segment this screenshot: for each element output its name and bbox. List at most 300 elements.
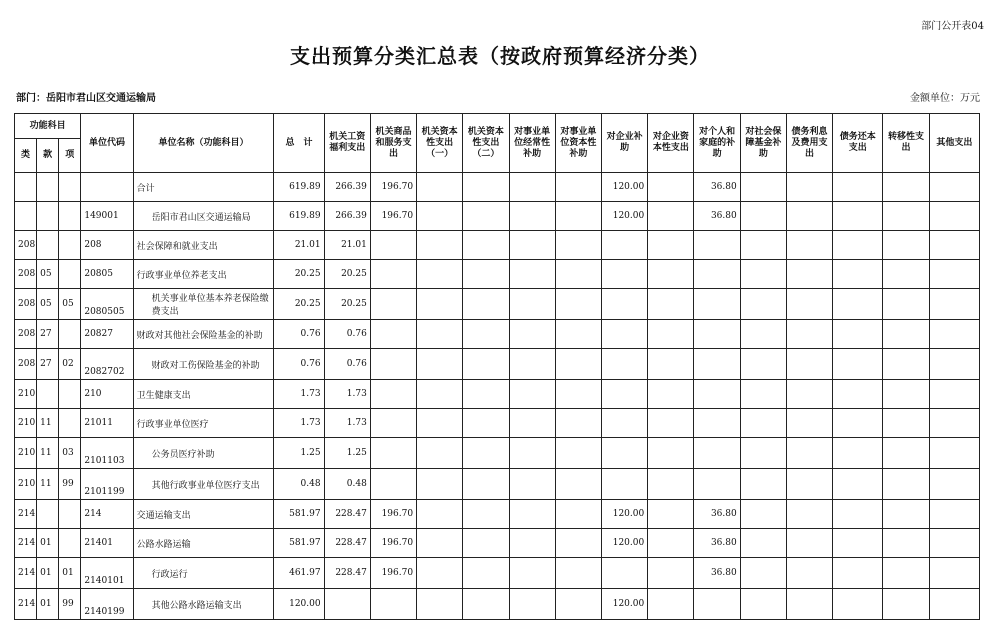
cell-value [509, 349, 555, 380]
cell-value [370, 260, 416, 289]
cell-value [555, 558, 601, 589]
cell-value [463, 320, 509, 349]
cell-kuan: 11 [37, 438, 59, 469]
cell-unit-name: 公务员医疗补助 [133, 438, 274, 469]
cell-value [555, 380, 601, 409]
cell-value [694, 469, 740, 500]
cell-unit-code: 21011 [81, 409, 133, 438]
cell-value [602, 558, 648, 589]
cell-value [417, 438, 463, 469]
cell-total: 1.73 [274, 409, 324, 438]
cell-unit-name: 其他公路水路运输支出 [133, 589, 274, 620]
cell-value [555, 409, 601, 438]
cell-value [463, 380, 509, 409]
cell-value [555, 202, 601, 231]
cell-value [740, 589, 786, 620]
cell-xiang [59, 173, 81, 202]
table-row [15, 202, 980, 231]
header-col: 转移性支出 [883, 114, 929, 173]
cell-unit-name: 财政对其他社会保险基金的补助 [133, 320, 274, 349]
cell-value [648, 380, 694, 409]
cell-value [555, 231, 601, 260]
cell-value: 1.73 [324, 380, 370, 409]
cell-value [929, 289, 979, 320]
page-title: 支出预算分类汇总表（按政府预算经济分类） [290, 44, 710, 68]
header-col: 对事业单位资本性补助 [555, 114, 601, 173]
cell-value [929, 320, 979, 349]
cell-value [694, 349, 740, 380]
cell-unit-code: 2101103 [81, 438, 133, 469]
cell-value [463, 409, 509, 438]
cell-value [833, 469, 883, 500]
table-row [15, 320, 980, 349]
cell-value [694, 409, 740, 438]
cell-total: 20.25 [274, 289, 324, 320]
cell-value [417, 289, 463, 320]
cell-xiang: 05 [59, 289, 81, 320]
cell-value [648, 202, 694, 231]
cell-value [370, 380, 416, 409]
cell-unit-code: 149001 [81, 202, 133, 231]
cell-kuan: 05 [37, 289, 59, 320]
header-unit-code: 单位代码 [81, 114, 133, 173]
cell-kuan: 01 [37, 558, 59, 589]
cell-value [509, 380, 555, 409]
cell-lei: 208 [15, 349, 37, 380]
cell-value [833, 589, 883, 620]
header-kuan: 款 [37, 139, 59, 173]
cell-unit-name: 社会保障和就业支出 [133, 231, 274, 260]
table-row [15, 349, 980, 380]
cell-kuan [37, 500, 59, 529]
cell-unit-name: 其他行政事业单位医疗支出 [133, 469, 274, 500]
cell-value [370, 409, 416, 438]
cell-total: 461.97 [274, 558, 324, 589]
cell-unit-name: 合计 [133, 173, 274, 202]
cell-total: 21.01 [274, 231, 324, 260]
cell-xiang [59, 320, 81, 349]
cell-value [833, 202, 883, 231]
cell-value [694, 320, 740, 349]
cell-unit-name: 行政事业单位医疗 [133, 409, 274, 438]
cell-value [883, 173, 929, 202]
table-row [15, 409, 980, 438]
cell-value [833, 349, 883, 380]
cell-value [786, 500, 832, 529]
cell-value: 196.70 [370, 500, 416, 529]
cell-value [463, 289, 509, 320]
cell-value [786, 320, 832, 349]
cell-value [929, 438, 979, 469]
cell-value [463, 529, 509, 558]
cell-lei: 214 [15, 529, 37, 558]
cell-value [929, 202, 979, 231]
cell-value [883, 438, 929, 469]
cell-value [929, 260, 979, 289]
cell-kuan [37, 173, 59, 202]
cell-xiang [59, 500, 81, 529]
cell-value: 266.39 [324, 202, 370, 231]
cell-value [370, 349, 416, 380]
cell-value [786, 529, 832, 558]
cell-value [740, 202, 786, 231]
cell-value [929, 558, 979, 589]
cell-total: 120.00 [274, 589, 324, 620]
cell-lei: 210 [15, 469, 37, 500]
cell-value [555, 500, 601, 529]
cell-unit-code: 20827 [81, 320, 133, 349]
cell-total: 1.73 [274, 380, 324, 409]
header-col: 机关资本性支出（二） [463, 114, 509, 173]
cell-value [833, 438, 883, 469]
table-row [15, 231, 980, 260]
cell-value: 36.80 [694, 202, 740, 231]
cell-lei: 210 [15, 438, 37, 469]
cell-value [509, 231, 555, 260]
cell-value [786, 289, 832, 320]
cell-value [786, 589, 832, 620]
cell-unit-name: 行政事业单位养老支出 [133, 260, 274, 289]
cell-value [417, 320, 463, 349]
cell-value [694, 260, 740, 289]
cell-kuan [37, 380, 59, 409]
cell-value [555, 529, 601, 558]
cell-xiang: 99 [59, 589, 81, 620]
cell-unit-code: 2140101 [81, 558, 133, 589]
cell-value [509, 409, 555, 438]
cell-value: 21.01 [324, 231, 370, 260]
cell-value [740, 529, 786, 558]
header-col: 机关工资福利支出 [324, 114, 370, 173]
header-func-subject: 功能科目 [15, 114, 81, 139]
cell-value [833, 380, 883, 409]
cell-value [786, 380, 832, 409]
cell-value [929, 173, 979, 202]
cell-value [555, 173, 601, 202]
cell-value [463, 173, 509, 202]
cell-value [833, 260, 883, 289]
cell-kuan: 01 [37, 589, 59, 620]
cell-unit-code: 2080505 [81, 289, 133, 320]
cell-value [740, 469, 786, 500]
cell-value [509, 558, 555, 589]
cell-value [602, 260, 648, 289]
cell-value [463, 500, 509, 529]
cell-value [555, 438, 601, 469]
cell-lei: 208 [15, 289, 37, 320]
cell-value: 228.47 [324, 558, 370, 589]
cell-value [648, 409, 694, 438]
cell-value [786, 202, 832, 231]
cell-unit-name: 机关事业单位基本养老保险缴费支出 [133, 289, 274, 320]
table-row [15, 289, 980, 320]
cell-value [602, 349, 648, 380]
cell-value: 196.70 [370, 202, 416, 231]
cell-lei: 208 [15, 231, 37, 260]
department-label: 部门：岳阳市君山区交通运输局 [16, 93, 156, 104]
cell-value [648, 231, 694, 260]
cell-value [370, 320, 416, 349]
cell-unit-code [81, 173, 133, 202]
cell-value [648, 289, 694, 320]
cell-value [602, 438, 648, 469]
cell-value [883, 231, 929, 260]
cell-xiang [59, 409, 81, 438]
cell-unit-name: 卫生健康支出 [133, 380, 274, 409]
cell-lei: 210 [15, 409, 37, 438]
amount-unit-label: 金额单位：万元 [910, 93, 980, 104]
cell-value [740, 260, 786, 289]
cell-value [833, 500, 883, 529]
cell-value [602, 380, 648, 409]
header-unit-name: 单位名称（功能科目） [133, 114, 274, 173]
cell-value [883, 349, 929, 380]
cell-value [740, 320, 786, 349]
cell-value [786, 231, 832, 260]
cell-value: 20.25 [324, 260, 370, 289]
cell-value [883, 289, 929, 320]
cell-total: 0.76 [274, 349, 324, 380]
cell-value [602, 289, 648, 320]
cell-xiang [59, 529, 81, 558]
cell-value [555, 349, 601, 380]
cell-total: 1.25 [274, 438, 324, 469]
cell-value [324, 589, 370, 620]
cell-unit-code: 2101199 [81, 469, 133, 500]
header-xiang: 项 [59, 139, 81, 173]
budget-table [14, 113, 980, 620]
cell-value [509, 529, 555, 558]
header-col: 机关商品和服务支出 [370, 114, 416, 173]
cell-kuan: 11 [37, 409, 59, 438]
cell-value [740, 558, 786, 589]
cell-total: 619.89 [274, 173, 324, 202]
table-row [15, 380, 980, 409]
header-col: 债务还本支出 [833, 114, 883, 173]
cell-value [833, 231, 883, 260]
cell-value [694, 380, 740, 409]
cell-unit-name: 岳阳市君山区交通运输局 [133, 202, 274, 231]
cell-value [555, 320, 601, 349]
cell-value [833, 558, 883, 589]
header-col: 其他支出 [929, 114, 979, 173]
cell-xiang [59, 260, 81, 289]
cell-unit-code: 20805 [81, 260, 133, 289]
cell-value [463, 231, 509, 260]
cell-kuan: 27 [37, 320, 59, 349]
cell-total: 581.97 [274, 529, 324, 558]
cell-value: 196.70 [370, 173, 416, 202]
table-row [15, 260, 980, 289]
cell-value: 36.80 [694, 500, 740, 529]
cell-kuan: 05 [37, 260, 59, 289]
cell-total: 20.25 [274, 260, 324, 289]
cell-kuan [37, 202, 59, 231]
header-col: 对社会保障基金补助 [740, 114, 786, 173]
cell-value [648, 469, 694, 500]
cell-value [740, 173, 786, 202]
cell-value [929, 589, 979, 620]
cell-value: 1.73 [324, 409, 370, 438]
cell-value [370, 469, 416, 500]
cell-lei: 214 [15, 500, 37, 529]
cell-xiang: 99 [59, 469, 81, 500]
cell-value [740, 500, 786, 529]
cell-value [694, 589, 740, 620]
cell-value [602, 409, 648, 438]
cell-value [648, 173, 694, 202]
cell-value [883, 409, 929, 438]
cell-value [929, 231, 979, 260]
cell-value: 266.39 [324, 173, 370, 202]
cell-value [929, 349, 979, 380]
cell-value [833, 289, 883, 320]
cell-value [648, 589, 694, 620]
cell-value [833, 529, 883, 558]
cell-value [648, 500, 694, 529]
cell-value [555, 469, 601, 500]
cell-value [509, 320, 555, 349]
cell-value [370, 589, 416, 620]
cell-value [463, 558, 509, 589]
cell-value [740, 409, 786, 438]
cell-value [883, 558, 929, 589]
cell-value [417, 409, 463, 438]
cell-value [509, 438, 555, 469]
cell-value [555, 289, 601, 320]
cell-value [929, 380, 979, 409]
cell-value [833, 409, 883, 438]
cell-value: 120.00 [602, 529, 648, 558]
cell-value [509, 260, 555, 289]
cell-value: 120.00 [602, 173, 648, 202]
cell-value: 36.80 [694, 529, 740, 558]
cell-value [509, 469, 555, 500]
cell-value [786, 438, 832, 469]
table-row [15, 438, 980, 469]
cell-unit-code: 21401 [81, 529, 133, 558]
cell-value [883, 469, 929, 500]
header-lei: 类 [15, 139, 37, 173]
cell-value [694, 289, 740, 320]
cell-value [602, 320, 648, 349]
cell-value [417, 529, 463, 558]
cell-value [883, 500, 929, 529]
header-col: 机关资本性支出（一） [417, 114, 463, 173]
cell-value [648, 529, 694, 558]
cell-value [463, 260, 509, 289]
cell-value [555, 589, 601, 620]
cell-value [417, 469, 463, 500]
table-row [15, 500, 980, 529]
cell-value [417, 202, 463, 231]
cell-value [883, 260, 929, 289]
cell-xiang: 01 [59, 558, 81, 589]
cell-kuan [37, 231, 59, 260]
cell-value [463, 349, 509, 380]
cell-value [883, 380, 929, 409]
cell-unit-name: 财政对工伤保险基金的补助 [133, 349, 274, 380]
cell-total: 581.97 [274, 500, 324, 529]
cell-unit-code: 2140199 [81, 589, 133, 620]
cell-unit-name: 公路水路运输 [133, 529, 274, 558]
cell-value [786, 558, 832, 589]
header-col: 债务利息及费用支出 [786, 114, 832, 173]
cell-value: 36.80 [694, 173, 740, 202]
cell-value [740, 231, 786, 260]
cell-value [740, 349, 786, 380]
cell-value [786, 260, 832, 289]
cell-kuan: 11 [37, 469, 59, 500]
cell-lei: 214 [15, 589, 37, 620]
cell-value: 228.47 [324, 529, 370, 558]
cell-total: 0.48 [274, 469, 324, 500]
cell-value [417, 589, 463, 620]
cell-value [555, 260, 601, 289]
cell-value [694, 231, 740, 260]
cell-value [370, 231, 416, 260]
cell-value [648, 558, 694, 589]
cell-value [694, 438, 740, 469]
cell-value: 120.00 [602, 500, 648, 529]
cell-lei [15, 173, 37, 202]
cell-lei: 210 [15, 380, 37, 409]
cell-value: 120.00 [602, 202, 648, 231]
cell-value: 196.70 [370, 529, 416, 558]
cell-value [417, 349, 463, 380]
cell-value [648, 260, 694, 289]
header-col: 对事业单位经常性补助 [509, 114, 555, 173]
cell-unit-code: 210 [81, 380, 133, 409]
cell-kuan: 27 [37, 349, 59, 380]
cell-value [417, 231, 463, 260]
cell-value [463, 202, 509, 231]
cell-value [833, 173, 883, 202]
cell-value: 0.76 [324, 349, 370, 380]
cell-value [417, 558, 463, 589]
cell-kuan: 01 [37, 529, 59, 558]
header-col: 对企业补助 [602, 114, 648, 173]
cell-value [417, 173, 463, 202]
cell-value [463, 469, 509, 500]
cell-lei: 208 [15, 260, 37, 289]
cell-value [509, 589, 555, 620]
cell-value: 196.70 [370, 558, 416, 589]
cell-unit-code: 208 [81, 231, 133, 260]
cell-value: 120.00 [602, 589, 648, 620]
cell-value [929, 500, 979, 529]
table-row [15, 529, 980, 558]
table-row [15, 589, 980, 620]
cell-value [740, 289, 786, 320]
cell-value: 1.25 [324, 438, 370, 469]
cell-value [463, 589, 509, 620]
cell-value [786, 349, 832, 380]
cell-value [648, 438, 694, 469]
cell-value [417, 260, 463, 289]
cell-value [740, 438, 786, 469]
cell-value [509, 173, 555, 202]
cell-lei: 208 [15, 320, 37, 349]
cell-value [786, 469, 832, 500]
cell-xiang: 03 [59, 438, 81, 469]
cell-value [929, 529, 979, 558]
cell-value [929, 469, 979, 500]
header-col: 对企业资本性支出 [648, 114, 694, 173]
cell-total: 0.76 [274, 320, 324, 349]
cell-value [370, 289, 416, 320]
cell-lei: 214 [15, 558, 37, 589]
